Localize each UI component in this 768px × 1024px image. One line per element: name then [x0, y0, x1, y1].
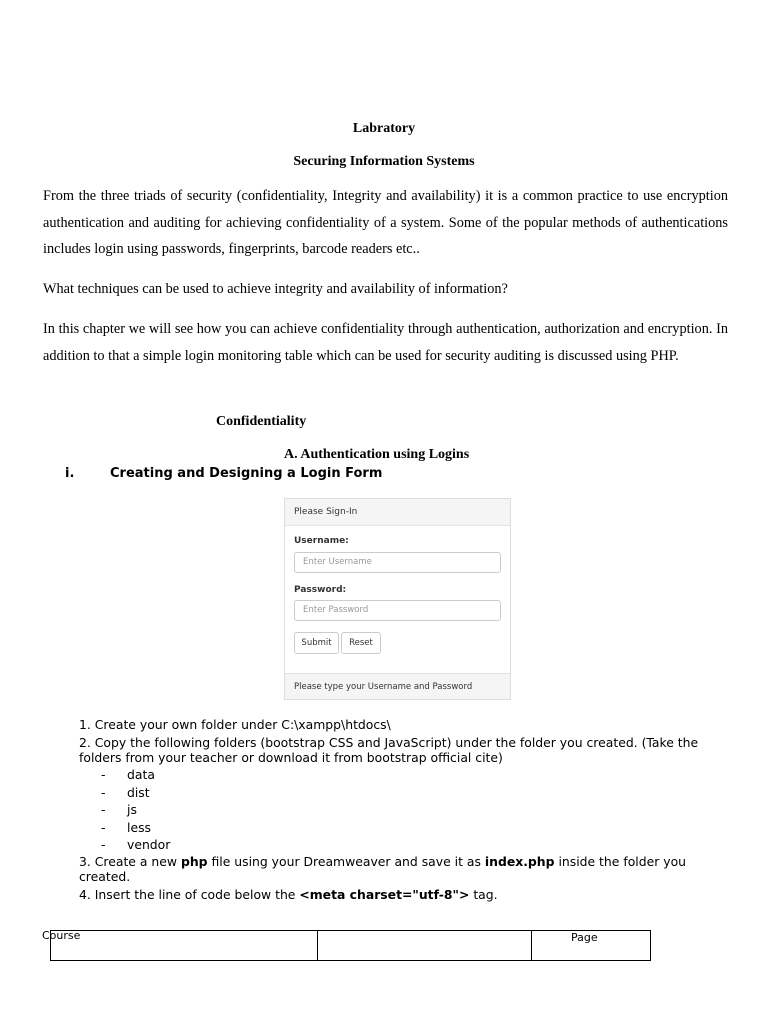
- sub-heading-title: Creating and Designing a Login Form: [110, 466, 383, 481]
- document-subtitle: Securing Information Systems: [293, 154, 475, 169]
- footer-course-cell: [51, 931, 318, 960]
- section-heading: Confidentiality: [216, 414, 307, 429]
- folder-item: - less: [101, 820, 151, 835]
- dash-bullet: -: [101, 767, 106, 782]
- folder-item: - js: [101, 802, 137, 817]
- login-form-footer: Please type your Username and Password: [285, 673, 510, 699]
- submit-button[interactable]: Submit: [294, 632, 339, 654]
- subsection-heading: A. Authentication using Logins: [284, 447, 470, 462]
- step-4: 4. Insert the line of code below the <meta charset="utf-8"> tag.: [79, 887, 498, 902]
- username-label: Username:: [294, 536, 349, 546]
- step-2: 2. Copy the following folders (bootstrap CSS and JavaScript) under the folder you created. (Take the folders from your teacher or download it from bootstrap official cite): [79, 735, 699, 765]
- footer-course-label: Course: [42, 929, 81, 942]
- step-1: 1. Create your own folder under C:\xampp\htdocs\: [79, 717, 391, 732]
- question-paragraph: What techniques can be used to achieve integrity and availability of information?: [43, 281, 508, 297]
- username-input[interactable]: Enter Username: [294, 552, 501, 573]
- dash-bullet: -: [101, 785, 106, 800]
- dash-bullet: -: [101, 820, 106, 835]
- document-title: Labratory: [352, 121, 416, 136]
- login-form-image: [284, 498, 511, 700]
- footer-page-label: Page: [571, 931, 598, 944]
- intro-paragraph: From the three triads of security (confidentiality, Integrity and availability) it is a common practice to use encryption authentication and auditing for achieving confidentiality of a system. Some of the popular methods of authentications includes login using passwords, fingerprints, barcode readers etc..: [43, 188, 728, 257]
- footer-table: [50, 930, 651, 961]
- login-form-header: Please Sign-In: [285, 499, 510, 526]
- reset-button[interactable]: Reset: [341, 632, 381, 654]
- folder-item: - vendor: [101, 837, 171, 852]
- dash-bullet: -: [101, 837, 106, 852]
- step-3: 3. Create a new php file using your Dreamweaver and save it as index.php inside the folder you created.: [79, 854, 687, 884]
- sub-heading-numeral: i.: [65, 466, 75, 481]
- password-input[interactable]: Enter Password: [294, 600, 501, 621]
- folder-item: - data: [101, 767, 155, 782]
- sub-heading: [65, 466, 382, 481]
- password-label: Password:: [294, 585, 347, 595]
- dash-bullet: -: [101, 802, 106, 817]
- chapter-paragraph: In this chapter we will see how you can achieve confidentiality through authentication, authorization and encryption. In addition to that a simple login monitoring table which can be used for security auditing is discussed using PHP.: [43, 321, 728, 364]
- folder-item: - dist: [101, 785, 150, 800]
- footer-middle-cell: [318, 931, 532, 960]
